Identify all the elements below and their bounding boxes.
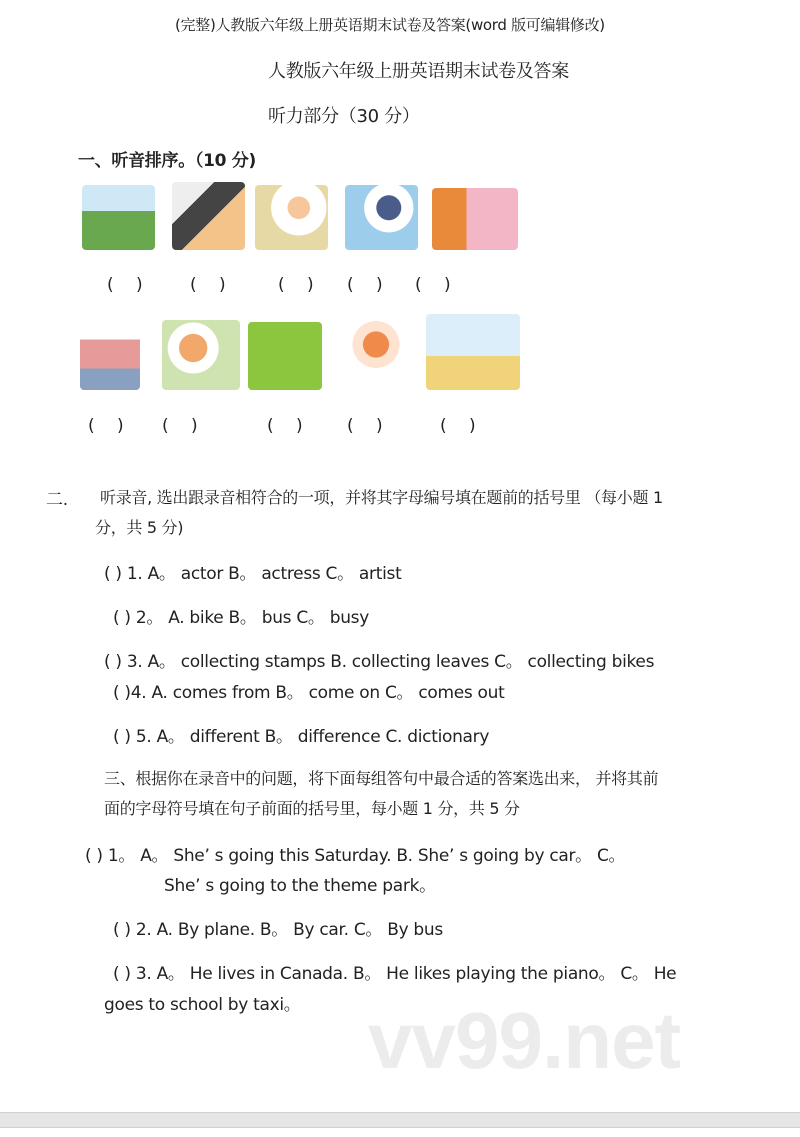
section2-instruction: 分，共 5 分): [95, 518, 184, 537]
section1-heading: 一、听音排序。（10 分): [78, 151, 256, 171]
page-separator: [0, 1112, 800, 1128]
answer-bracket[interactable]: ( ): [190, 275, 226, 295]
answer-bracket[interactable]: ( ): [347, 416, 383, 436]
picture-photo: [345, 185, 418, 250]
question-item: She’ s going to the theme park。: [164, 876, 436, 896]
question-item: ( ) 2. A. By plane. B。 By car. C。 By bus: [113, 920, 443, 940]
picture-sweeping: [80, 318, 140, 390]
document-header: (完整)人教版六年级上册英语期末试卷及答案(word 版可编辑修改): [175, 16, 605, 34]
answer-bracket[interactable]: ( ): [162, 416, 198, 436]
picture-piano: [172, 182, 245, 250]
answer-bracket[interactable]: ( ): [278, 275, 314, 295]
picture-climbing: [82, 185, 155, 250]
section3-instruction: 面的字母符号填在句子前面的括号里，每小题 1 分，共 5 分: [104, 799, 520, 818]
picture-writing: [340, 320, 412, 390]
picture-playground: [248, 322, 322, 390]
question-item: ( ) 2。 A. bike B。 bus C。 busy: [113, 608, 369, 628]
section2-number: 二.: [46, 490, 68, 510]
question-item: ( ) 5. A。 different B。 difference C. dictionary: [113, 727, 490, 747]
document-title: 人教版六年级上册英语期末试卷及答案: [268, 61, 569, 82]
question-item: ( ) 3. A。 collecting stamps B. collecting leaves C。 collecting bikes: [104, 652, 655, 672]
answer-bracket[interactable]: ( ): [347, 275, 383, 295]
answer-bracket[interactable]: ( ): [415, 275, 451, 295]
answer-bracket[interactable]: ( ): [107, 275, 143, 295]
question-item: ( ) 1. A。 actor B。 actress C。 artist: [104, 564, 402, 584]
section3-instruction: 三、根据你在录音中的问题，将下面每组答句中最合适的答案选出来， 并将其前: [104, 769, 659, 788]
picture-kitchen: [426, 314, 520, 390]
question-item: ( ) 3. A。 He lives in Canada. B。 He likes playing the piano。 C。 He: [113, 964, 677, 984]
picture-phone: [162, 320, 240, 390]
question-item: ( ) 1。 A。 She’ s going this Saturday. B. She’ s going by car。 C。: [85, 846, 626, 866]
picture-catching-butterflies: [255, 185, 328, 250]
watermark: vv99.net: [368, 996, 681, 1085]
answer-bracket[interactable]: ( ): [267, 416, 303, 436]
section2-instruction: 听录音, 选出跟录音相符合的一项，并将其字母编号填在题前的括号里 （每小题 1: [100, 488, 663, 507]
answer-bracket[interactable]: ( ): [88, 416, 124, 436]
section-subtitle: 听力部分（30 分）: [268, 106, 420, 127]
question-item: goes to school by taxi。: [104, 995, 301, 1015]
answer-bracket[interactable]: ( ): [440, 416, 476, 436]
picture-computer: [432, 188, 518, 250]
question-item: ( )4. A. comes from B。 come on C。 comes out: [113, 683, 505, 703]
